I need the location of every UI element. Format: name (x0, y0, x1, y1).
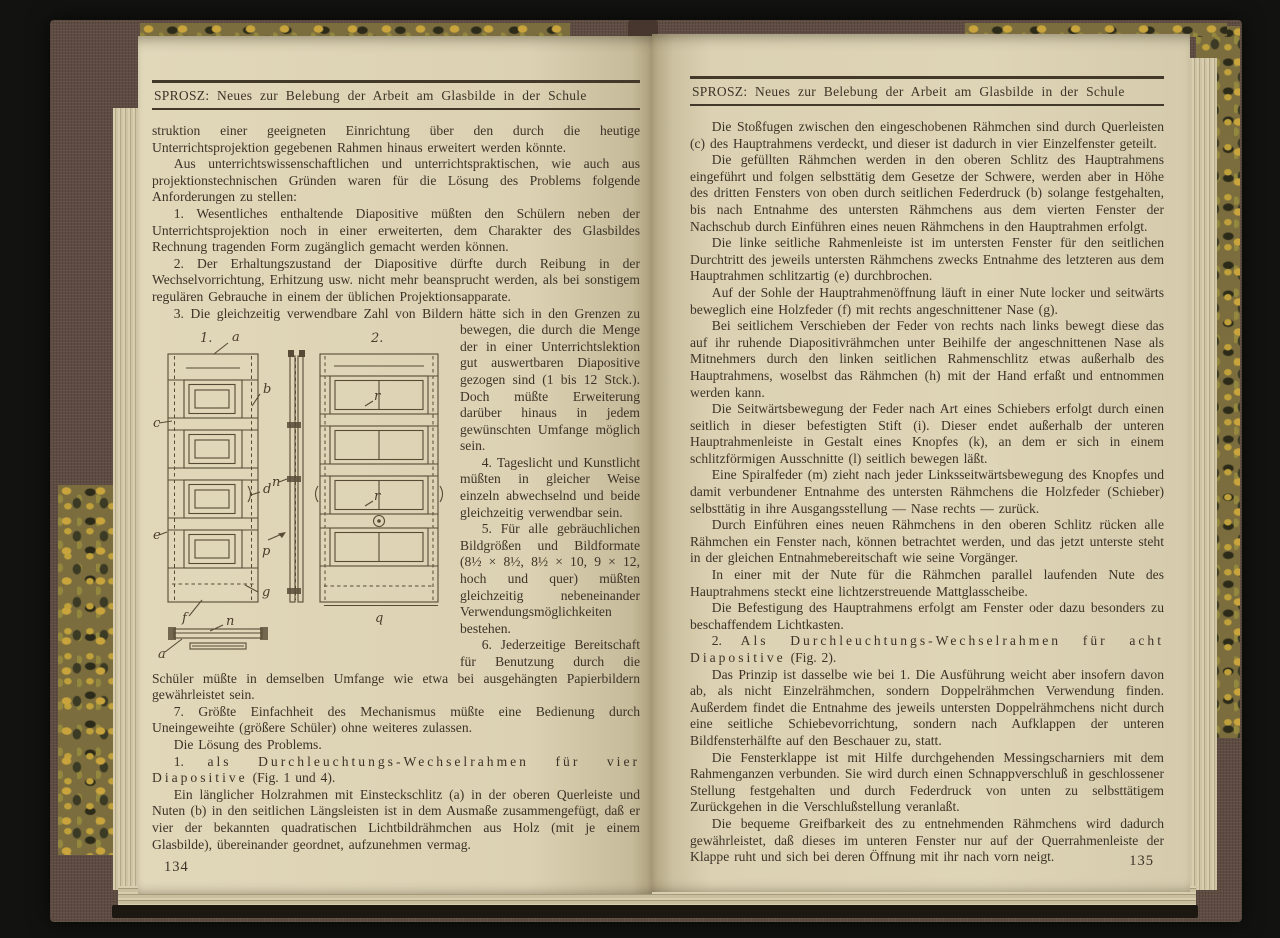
paragraph: 6. Jederzeitige Bereitschaft für Benutzung durch die Schüler müßte in demselben Umfange wie etwa bei ausgehängten Papierbildern gewährleistet sein. (152, 637, 640, 703)
paragraph-text: 3. Die gleichzeitig verwendbare Zahl von Bildern hätte sich in den (173, 305, 568, 321)
figure-label-b: b (263, 382, 272, 398)
figure-label-r: r (374, 489, 381, 505)
running-header-left: SPROSZ: Neues zur Belebung der Arbeit am Glasbilde in der Schule (152, 80, 640, 110)
paragraph: Die Befestigung des Hauptrahmens erfolgt am Fenster oder dazu besonders zu beschaffendem Lichtkasten. (690, 600, 1164, 632)
paragraph: Die gefüllten Rähmchen werden in den oberen Schlitz des Hauptrahmens eingeführt und folgen selbsttätig dem Gesetze der Schwere, werden aber in Höhe des dritten Fensters von oben durch seitlichen Federdruck (b) solange festgehalten, bis nach Entnahme des untersten Rähmchens aus dem vierten Fenster der Nachschub durch Einführen eines neuen Rähmchens in den Hauptrahmen erfolgt. (690, 152, 1164, 234)
paragraph: 4. Tageslicht und Kunstlicht müßten in gleicher Weise einzeln abwechselnd und beide gleichzeitig verwendbar sein. (460, 454, 640, 520)
paragraph: struktion einer geeigneten Einrichtung über den durch die heutige Unterrichtsprojektion gegebenen Rahmen hinaus erweitert werden könnte. (152, 123, 640, 155)
heading-figref: (Fig. 2). (790, 650, 837, 665)
paragraph: Die Stoßfugen zwischen den eingeschobenen Rähmchen sind durch Querleisten (c) des Hauptrahmens verdeckt, und dieser ist dadurch in vier Einzelfenster geteilt. (690, 119, 1164, 151)
figure-label-c: c (153, 416, 161, 432)
paragraph: Die Seitwärtsbewegung der Feder nach Art eines Schiebers erfolgt durch einen seitlich in dieser befestigten Stift (i). Dieser endet außerhalb der unteren Hauptrahmenleiste in Gestalt eines Knopfes (k), an dem er sich in einem schlitzförmigen Ausschnitte (l) seitlich bewegen läßt. (690, 401, 1164, 466)
figure-label-f: f (182, 611, 187, 627)
paragraph: In einer mit der Nute für die Rähmchen parallel laufenden Nute des Hauptrahmens steckt eine lichtzerstreuende Mattglasscheibe. (690, 567, 1164, 599)
figure-label-n2: n (226, 614, 235, 630)
paragraph: Die Fensterklappe ist mit Hilfe durchgehenden Messingscharniers mit dem Rahmenganzen verbunden. Sie wird durch einen Schnappverschluß in geschlossener Stellung festgehalten und durch Federdruck von unten zu selbsttätigem Zurückgehen in die Verschlußstellung veranlaßt. (690, 749, 1164, 815)
figure-label-a: a (232, 330, 240, 346)
figure-illustration (152, 326, 448, 664)
figure-drawing (152, 326, 448, 664)
page-edges-right (1187, 58, 1217, 890)
heading-number: 1. (173, 753, 184, 769)
paragraph: 1. Wesentliches enthaltende Diapositive müßten den Schülern neben der Unterrichtsprojektion noch in einer erweiterten, dem Charakter des Glasbildes Rechnung tragenden Form zugänglich gemacht werden können. (152, 205, 640, 255)
left-page (138, 36, 652, 894)
paragraph: 7. Größte Einfachheit des Mechanismus müßte eine Bedienung durch Uneingeweihte (größere Schüler) ohne weiteres zulassen. (152, 703, 640, 736)
figure-number-2: 2. (371, 331, 384, 347)
marbled-cover-top-left (140, 23, 570, 37)
paragraph: Ein länglicher Holzrahmen mit Einsteckschlitz (a) in der oberen Querleiste und Nuten (b) in den seitlichen Längsleisten ist in dem Ausmaße zusammengefügt, daß er vier der bekannten quadratischen Lichtbildrähmchen aus Holz (mit je einem Glasbilde), übereinander geordnet, aufzunehmen vermag. (152, 786, 640, 852)
page-number-left: 134 (164, 859, 189, 875)
left-page-body (152, 123, 640, 853)
figure-label-q: q (375, 611, 384, 627)
paragraph: Aus unterrichtswissenschaftlichen und unterrichtspraktischen, wie auch aus projektionstechnischen Gründen waren für die Lösung des Problems folgende Anforderungen zu stellen: (152, 156, 640, 205)
paragraph: Das Prinzip ist dasselbe wie bei 1. Die Ausführung weicht aber insofern davon ab, als nicht Einzelrähmchen, sondern Doppelrähmchen Verwendung finden. Außerdem findet die Entnahme des jeweils untersten Doppelrähmchens nicht durch eine seitliche Schiebevorrichtung, sondern nach Aufklappen der unteren Bildfensterhälfte auf den Beschauer zu, statt. (690, 666, 1164, 748)
paragraph: Die Lösung des Problems. (173, 736, 322, 752)
paragraph: Eine Spiralfeder (m) zieht nach jeder Linksseitwärtsbewegung des Knopfes und damit verbundener Entnahme des untersten Rähmchens die Holzfeder (Schieber) selbsttätig in ihre Ausgangsstellung — Nase rechts — zurück. (690, 467, 1164, 516)
paragraph-text: Grenzen zu bewegen, die durch die Menge der in einer Unterrichtslektion gut auswertbaren Diapositive gezogen sind (1 bis 12 Stck.). Doch müßte Erweiterung darüber hinaus in jedem gewünschten Umfange möglich sein. (460, 305, 640, 454)
paragraph: 2. Der Erhaltungszustand der Diapositive dürfte durch Reibung in der Wechselvorrichtung, Erhitzung usw. nicht mehr beansprucht werden, als bei sonstigem regulären Gebrauche in einem der üblichen Projektionsapparate. (152, 255, 640, 304)
figure-label-p: p (262, 544, 271, 560)
figure-label-r: r (374, 389, 381, 405)
cover-bottom-edge (112, 905, 1198, 918)
figure-label-n: n (272, 475, 281, 491)
paragraph: 5. Für alle gebräuchlichen Bildgrößen und Bildformate (8½ × 8½, 8½ × 10, 9 × 12, hoch und quer) müßten gleichzeitig nebeneinander Verwendungsmöglichkeiten bestehen. (460, 521, 640, 636)
right-page-body (690, 119, 1164, 866)
marbled-cover-left (58, 485, 114, 855)
solution-heading-2 (690, 633, 1164, 666)
right-page (652, 34, 1190, 892)
paragraph: Die linke seitliche Rahmenleiste ist im untersten Fenster für den seitlichen Durchtritt des jeweils untersten Rähmchens zwecks Entnahme des letzteren aus dem Hauptrahmen schlitzartig (e) durchbrochen. (690, 235, 1165, 284)
solution-heading-1 (152, 754, 640, 787)
running-header-right: SPROSZ: Neues zur Belebung der Arbeit am Glasbilde in der Schule (690, 76, 1164, 106)
heading-number: 2. (711, 633, 722, 649)
heading-text: Als Durchleuchtungs-Wechselrahmen für acht Diapositive (690, 633, 1164, 665)
page-edges-left (113, 108, 140, 890)
heading-text: als Durchleuchtungs-Wechselrahmen für vier Diapositive (152, 753, 640, 786)
figure-label-a2: a (158, 647, 166, 663)
figure-label-e: e (153, 528, 161, 544)
paragraph: Durch Einführen eines neuen Rähmchens in den oberen Schlitz rücken alle Rähmchen ein Fenster nach, können betrachtet werden, und das jetzt unterste steht in der gleichen Entnahmebereitschaft wie seine Vorgänger. (690, 517, 1164, 566)
figure-label-g: g (262, 585, 271, 601)
heading-figref: (Fig. 1 und 4). (252, 770, 336, 786)
figure-label-d: d (263, 482, 272, 498)
paragraph: Die bequeme Greifbarkeit des zu entnehmenden Rähmchens wird dadurch gewährleistet, daß dieses im unteren Fenster nur auf der Querrahmenleiste der Klappe ruht und sich bei deren Öffnung mit ihr nach vorn neigt. (690, 815, 1164, 865)
page-number-right: 135 (1129, 853, 1154, 869)
paragraph: Auf der Sohle der Hauptrahmenöffnung läuft in einer Nute locker und seitwärts beweglich eine Holzfeder (f) mit rechts angeschnittener Nase (g). (690, 284, 1164, 317)
figure-number-1: 1. (200, 331, 213, 347)
paragraph: Bei seitlichem Verschieben der Feder von rechts nach links bewegt diese das auf ihr ruhende Diapositivrähmchen unter Beihilfe der angeschnittenen Nase als Mitnehmers durch den linken seitlichen Rahmenschlitz etwas außerhalb des Hauptrahmens, woselbst das Rähmchen (h) mit der Hand erfaßt und entnommen werden kann. (690, 318, 1164, 400)
